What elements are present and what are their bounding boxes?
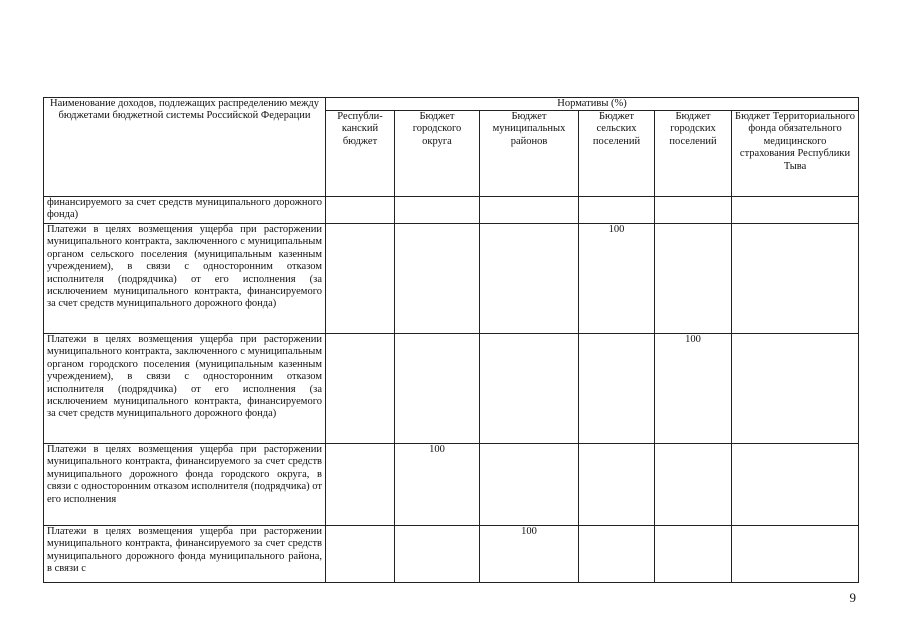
value-cell — [579, 334, 655, 444]
row-description: Платежи в целях возмещения ущерба при расторжении муниципального контракта, заключенного с муниципальным органом сельского поселения (муниципальным казенным учреждением), в связи с односторонним отказом исполнителя (подрядчика) от его исполнения (за исключением муниципального контракта, финансируемого за счет средств муниципального дорожного фонда) — [44, 224, 326, 334]
value-cell — [480, 444, 579, 526]
value-cell — [732, 334, 859, 444]
row-description: Платежи в целях возмещения ущерба при расторжении муниципального контракта, заключенного с муниципальным органом городского поселения (муниципальным казенным учреждением), в связи с односторонним отказом исполнителя (подрядчика) от его исполнения (за исключением муниципального контракта, финансируемого за счет средств муниципального дорожного фонда) — [44, 334, 326, 444]
income-name-header: Наименование доходов, подлежащих распределению между бюджетами бюджетной системы Российской Федерации — [44, 98, 326, 197]
value-cell — [732, 444, 859, 526]
col-header-municipal-districts: Бюджет муниципальных районов — [480, 111, 579, 197]
value-cell — [326, 444, 395, 526]
col-header-rural-settlements: Бюджет сельских поселений — [579, 111, 655, 197]
value-cell — [579, 444, 655, 526]
value-cell — [732, 197, 859, 224]
value-cell — [395, 224, 480, 334]
value-cell — [732, 526, 859, 583]
value-cell — [395, 197, 480, 224]
col-header-city-district: Бюджет городского округа — [395, 111, 480, 197]
value-cell: 100 — [579, 224, 655, 334]
table-row — [44, 526, 859, 583]
norms-table — [43, 97, 859, 583]
row-description: Платежи в целях возмещения ущерба при расторжении муниципального контракта, финансируемого за счет средств муниципального дорожного фонда городского округа, в связи с односторонним отказом исполнителя (подрядчика) от его исполнения — [44, 444, 326, 526]
value-cell — [655, 197, 732, 224]
value-cell — [480, 334, 579, 444]
value-cell: 100 — [655, 334, 732, 444]
row-description: финансируемого за счет средств муниципального дорожного фонда) — [44, 197, 326, 224]
value-cell — [655, 526, 732, 583]
value-cell — [655, 444, 732, 526]
col-header-republican: Республи-канский бюджет — [326, 111, 395, 197]
col-header-medical-insurance-fund: Бюджет Территориального фонда обязательного медицинского страхования Республики Тыва — [732, 111, 859, 197]
value-cell — [326, 224, 395, 334]
value-cell — [480, 197, 579, 224]
value-cell — [326, 526, 395, 583]
table-row — [44, 224, 859, 334]
value-cell — [579, 197, 655, 224]
col-header-urban-settlements: Бюджет городских поселений — [655, 111, 732, 197]
value-cell — [579, 526, 655, 583]
table-row — [44, 444, 859, 526]
value-cell — [395, 526, 480, 583]
value-cell — [732, 224, 859, 334]
value-cell — [326, 334, 395, 444]
value-cell: 100 — [480, 526, 579, 583]
value-cell — [395, 334, 480, 444]
page-number: 9 — [849, 590, 856, 605]
value-cell — [655, 224, 732, 334]
norms-group-header: Нормативы (%) — [326, 98, 859, 111]
value-cell — [326, 197, 395, 224]
table-row — [44, 334, 859, 444]
row-description: Платежи в целях возмещения ущерба при расторжении муниципального контракта, финансируемого за счет средств муниципального дорожного фонда муниципального района, в связи с — [44, 526, 326, 583]
value-cell — [480, 224, 579, 334]
value-cell: 100 — [395, 444, 480, 526]
table-row — [44, 197, 859, 224]
